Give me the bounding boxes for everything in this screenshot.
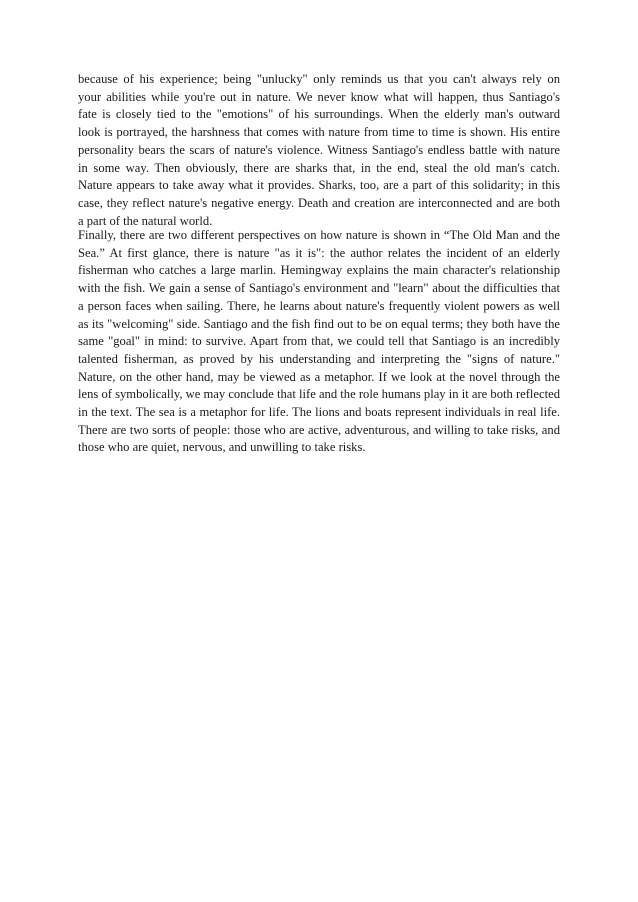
paragraph-line: a person faces when sailing. There, he learns about nature's frequently violent powers as well bbox=[78, 298, 560, 313]
paragraph-line: fisherman who catches a large marlin. Hemingway explains the main character's relationship bbox=[78, 263, 560, 278]
paragraph-line: case, they reflect nature's negative energy. Death and creation are interconnected and are both bbox=[78, 195, 560, 210]
paragraph-line: in some way. Then obviously, there are sharks that, in the end, steal the old man's catch. bbox=[78, 160, 560, 175]
paragraph-line: Sea.” At first glance, there is nature "as it is": the author relates the incident of an elderly bbox=[78, 245, 560, 260]
paragraph-line: personality bears the scars of nature's violence. Witness Santiago's endless battle with nature bbox=[78, 142, 560, 157]
paragraph-line: with the fish. We gain a sense of Santiago's environment and "learn" about the difficulties that bbox=[78, 281, 560, 296]
paragraph-line: lens of symbolically, we may conclude that life and the role humans play in it are both reflected bbox=[78, 387, 560, 402]
paragraph-line: as its "welcoming" side. Santiago and the fish find out to be on equal terms; they both have the bbox=[78, 316, 560, 331]
paragraph-line: talented fisherman, as proved by his understanding and interpreting the "signs of nature." bbox=[78, 351, 560, 366]
paragraph-line: same "goal" in mind: to survive. Apart from that, we could tell that Santiago is an incredibly bbox=[78, 334, 560, 349]
paragraph-line: There are two sorts of people: those who are active, adventurous, and willing to take risks, and bbox=[78, 422, 560, 437]
paragraph-line: your abilities while you're out in nature. We never know what will happen, thus Santiago's bbox=[78, 89, 560, 104]
paragraph-line: fate is closely tied to the "emotions" of his surroundings. When the elderly man's outward bbox=[78, 107, 560, 122]
paragraph-line: Nature appears to take away what it provides. Sharks, too, are a part of this solidarity; in this bbox=[78, 178, 560, 193]
paragraph-line: Finally, there are two different perspectives on how nature is shown in “The Old Man and the bbox=[78, 228, 560, 242]
paragraph-line: Nature, on the other hand, may be viewed as a metaphor. If we look at the novel through the bbox=[78, 369, 560, 384]
paragraph-line: because of his experience; being "unlucky" only reminds us that you can't always rely on bbox=[78, 72, 560, 86]
paragraph-line: a part of the natural world. bbox=[78, 213, 213, 228]
paragraph-line: in the text. The sea is a metaphor for life. The lions and boats represent individuals in real life. bbox=[78, 405, 560, 420]
paragraph-line: those who are quiet, nervous, and unwilling to take risks. bbox=[78, 440, 366, 455]
paragraph-1 bbox=[78, 71, 560, 230]
paragraph-line: look is portrayed, the harshness that comes with nature from time to time is shown. His entire bbox=[78, 125, 560, 140]
paragraph-2 bbox=[78, 227, 560, 457]
